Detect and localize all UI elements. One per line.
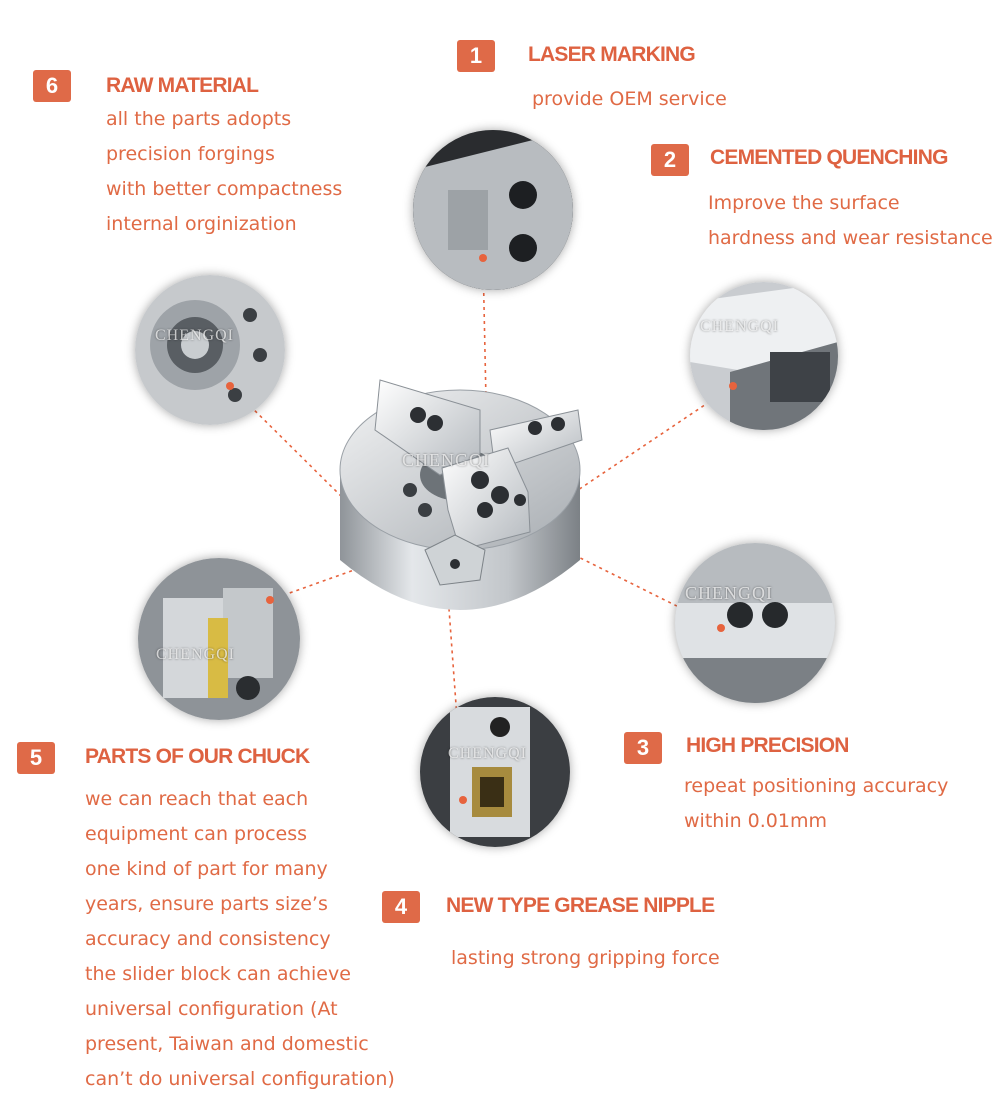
high-precision-photo [675, 543, 835, 703]
description-line: repeat positioning accuracy [684, 775, 949, 797]
watermark-text: CHENGQI [700, 318, 779, 335]
marker-dot-6 [226, 382, 234, 390]
description-line: years, ensure parts size’s [85, 893, 328, 915]
description-line: the slider block can achieve [85, 963, 351, 985]
feature-title: HIGH PRECISION [686, 734, 849, 757]
description-line: can’t do universal configuration) [85, 1068, 395, 1090]
watermark-text: CHENGQI [402, 450, 490, 470]
marker-dot-1 [479, 254, 487, 262]
description-line: hardness and wear resistance [708, 227, 993, 249]
watermark-text: CHENGQI [155, 327, 234, 344]
feature-description [85, 782, 395, 1097]
watermark-text: CHENGQI [156, 646, 235, 663]
raw-material-photo [135, 275, 285, 425]
description-line: all the parts adopts [106, 108, 292, 130]
feature-number-badge: 2 [651, 144, 689, 176]
feature-number-badge: 5 [17, 742, 55, 774]
feature-description [708, 186, 993, 256]
description-line: universal configuration (At [85, 998, 338, 1020]
feature-title: RAW MATERIAL [106, 74, 259, 97]
feature-description [106, 102, 342, 242]
grease-nipple-photo [420, 697, 570, 847]
feature-description [451, 941, 720, 976]
description-line: lasting strong gripping force [451, 947, 720, 969]
watermark-text: CHENGQI [685, 583, 773, 603]
description-line: we can reach that each [85, 788, 309, 810]
marker-dot-5 [266, 596, 274, 604]
feature-description [684, 769, 948, 839]
cemented-quenching-photo [690, 282, 838, 430]
description-line: provide OEM service [532, 88, 727, 110]
description-line: Improve the surface [708, 192, 900, 214]
description-line: with better compactness [106, 178, 343, 200]
feature-number-badge: 6 [33, 70, 71, 102]
feature-title: NEW TYPE GREASE NIPPLE [446, 894, 715, 917]
description-line: within 0.01mm [684, 810, 827, 832]
description-line: internal orginization [106, 213, 297, 235]
description-line: one kind of part for many [85, 858, 328, 880]
laser-marking-photo [413, 130, 573, 290]
description-line: equipment can process [85, 823, 308, 845]
feature-title: LASER MARKING [528, 43, 695, 66]
marker-dot-2 [729, 382, 737, 390]
description-line: precision forgings [106, 143, 275, 165]
description-line: accuracy and consistency [85, 928, 331, 950]
chuck-parts-photo [138, 558, 300, 720]
marker-dot-4 [459, 796, 467, 804]
feature-title: PARTS OF OUR CHUCK [85, 745, 310, 768]
description-line: present, Taiwan and domestic [85, 1033, 369, 1055]
marker-dot-3 [717, 624, 725, 632]
feature-number-badge: 4 [382, 891, 420, 923]
chuck-image [330, 340, 610, 644]
feature-number-badge: 1 [457, 40, 495, 72]
feature-title: CEMENTED QUENCHING [710, 146, 948, 169]
watermark-text: CHENGQI [448, 745, 527, 762]
feature-number-badge: 3 [624, 732, 662, 764]
feature-description [532, 82, 727, 117]
